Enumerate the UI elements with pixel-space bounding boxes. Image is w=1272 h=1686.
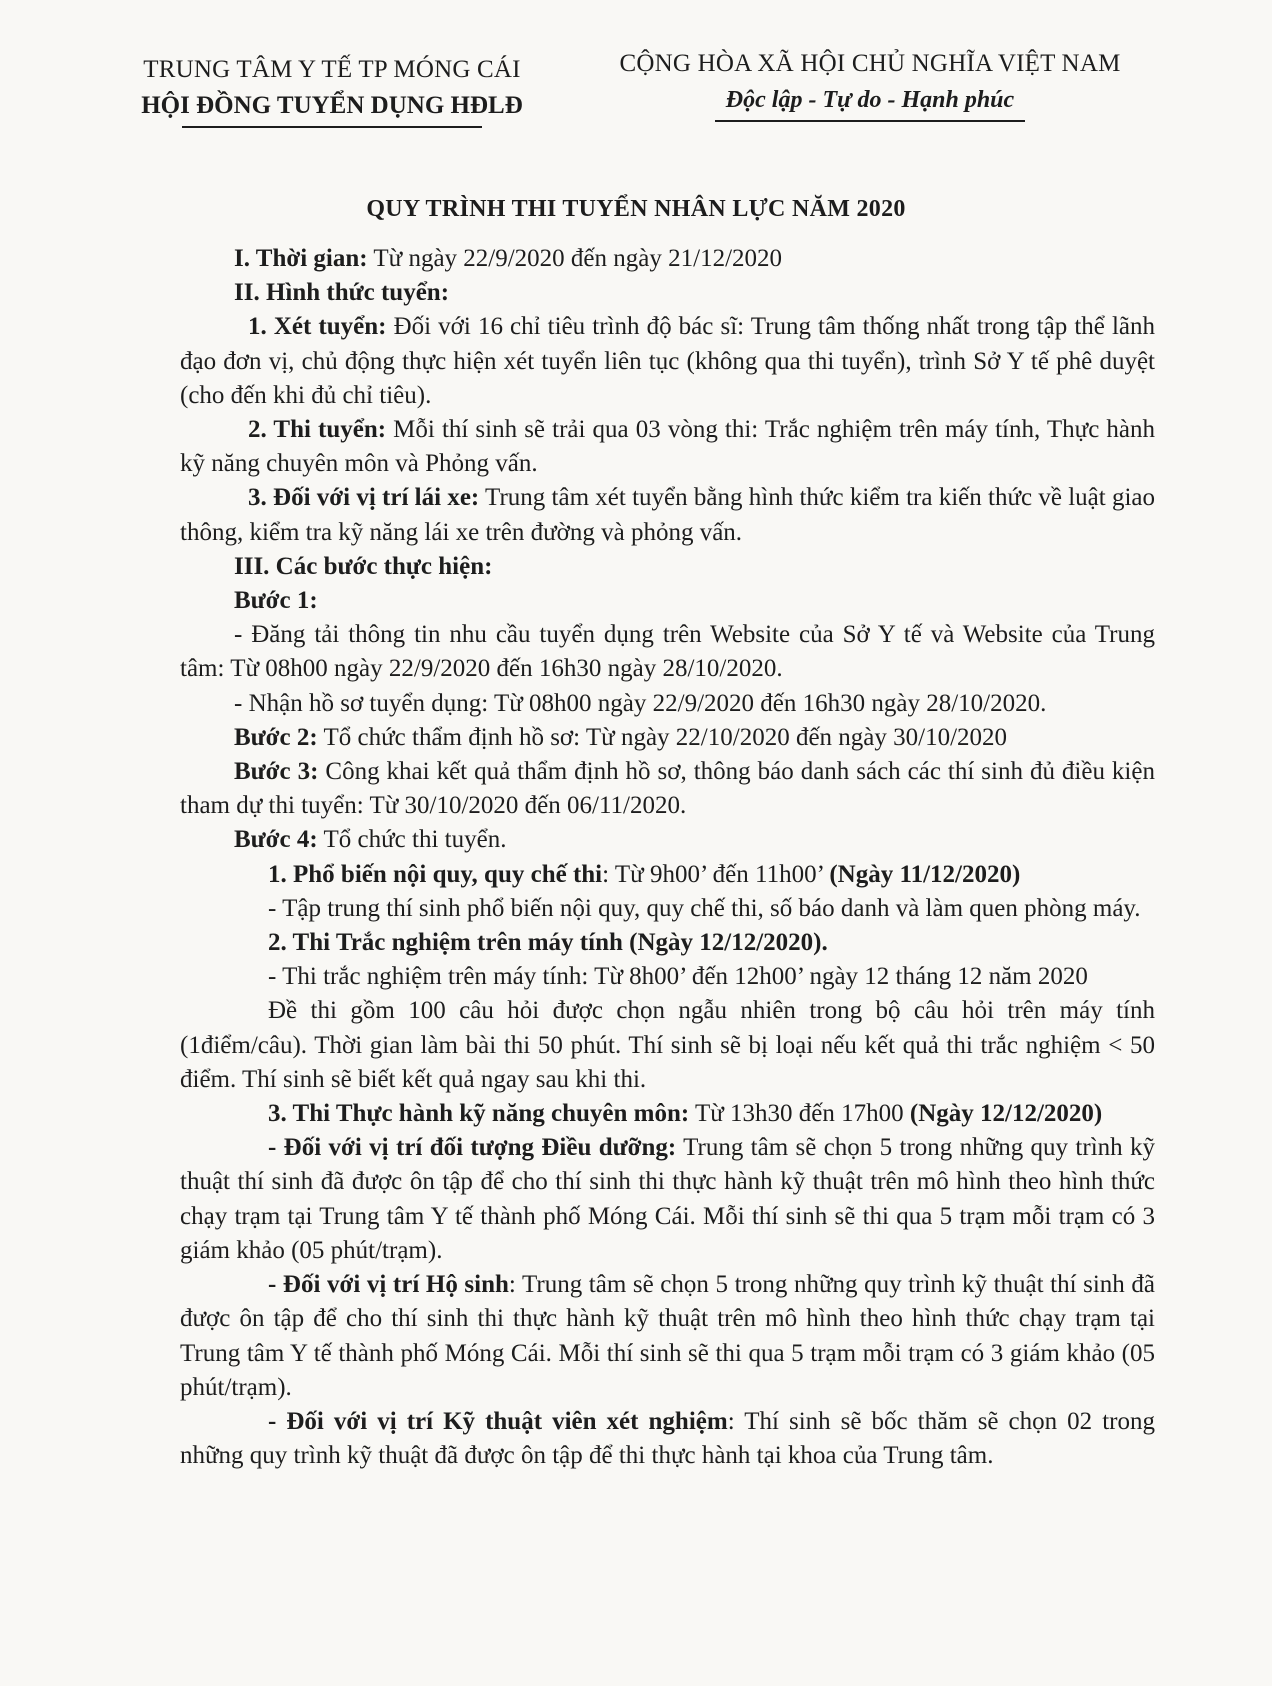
council-name: HỘI ĐỒNG TUYỂN DỤNG HĐLĐ (141, 92, 523, 119)
document-body (180, 242, 1155, 1473)
step-4-text: Tổ chức thi tuyển. (317, 826, 507, 854)
step-3 (180, 755, 1155, 823)
step-4-part-2-date: (Ngày 12/12/2020). (622, 929, 828, 957)
header-right (580, 46, 1160, 122)
lab-technician-position (180, 1405, 1155, 1473)
step-3-text: Công khai kết quả thẩm định hồ sơ, thông báo danh sách các thí sinh đủ điều kiện tham dự thi tuyển: Từ 30/10/2020 đến 06/11/2020. (180, 758, 1155, 820)
organization-name: TRUNG TÂM Y TẾ TP MÓNG CÁI (143, 56, 521, 83)
form-item-1-label: 1. Xét tuyển: (248, 313, 387, 341)
step-4-part-2 (180, 926, 1155, 960)
nurse-position-text: Trung tâm sẽ chọn 5 trong những quy trình kỹ thuật thí sinh đã được ôn tập để cho thí sinh thi thực hành kỹ thuật trên mô hình theo hình thức chạy trạm tại Trung tâm Y tế thành phố Móng Cái. Mỗi thí sinh sẽ thi qua 5 trạm mỗi trạm có 3 giám khảo (05 phút/trạm). (180, 1134, 1155, 1264)
midwife-position-label: - Đối với vị trí Hộ sinh (268, 1271, 509, 1299)
step-4-part-1-label: 1. Phổ biến nội quy, quy chế thi (268, 860, 603, 888)
form-item-1 (180, 310, 1155, 413)
step-4-label: Bước 4: (234, 826, 318, 854)
national-title: CỘNG HÒA XÃ HỘI CHỦ NGHĨA VIỆT NAM (619, 50, 1121, 77)
section-steps (180, 550, 1155, 584)
document-title: QUY TRÌNH THI TUYỂN NHÂN LỰC NĂM 2020 (366, 196, 906, 222)
step-4-part-1 (180, 858, 1155, 892)
form-item-2-label: 2. Thi tuyển: (248, 416, 387, 444)
step-1-label: Bước 1: (234, 587, 318, 615)
section-time (180, 242, 1155, 276)
national-motto: Độc lập - Tự do - Hạnh phúc (725, 87, 1015, 113)
step-4-part-1-text: : Từ 9h00’ đến 11h00’ (602, 860, 830, 888)
step-4-part-3-date: (Ngày 12/12/2020) (909, 1100, 1103, 1128)
step-2-label: Bước 2: (234, 723, 318, 751)
step-4-part-1-bullet: - Tập trung thí sinh phổ biến nội quy, quy chế thi, số báo danh và làm quen phòng máy. (268, 894, 1141, 922)
step-4-part-2-detail: Đề thi gồm 100 câu hỏi được chọn ngẫu nhiên trong bộ câu hỏi trên máy tính (1điểm/câu). Thời gian làm bài thi 50 phút. Thí sinh sẽ bị loại nếu kết quả thi trắc nghiệm < 50 điểm. Thí sinh sẽ biết kết quả ngay sau khi thi. (180, 997, 1155, 1093)
step-4 (180, 823, 1155, 857)
header-left-underline (182, 126, 482, 128)
step-1-bullet-2: - Nhận hồ sơ tuyển dụng: Từ 08h00 ngày 22/9/2020 đến 16h30 ngày 28/10/2020. (234, 689, 1047, 717)
header-left (112, 52, 552, 128)
lab-technician-position-text: : Thí sinh sẽ bốc thăm sẽ chọn 02 trong những quy trình kỹ thuật đã được ôn tập để thi thực hành tại khoa của Trung tâm. (180, 1407, 1155, 1470)
section-time-text: Từ ngày 22/9/2020 đến ngày 21/12/2020 (367, 245, 783, 272)
step-1 (180, 584, 1155, 618)
form-item-1-text: Đối với 16 chỉ tiêu trình độ bác sĩ: Trung tâm thống nhất trong tập thể lãnh đạo đơn vị, chủ động thực hiện xét tuyển liên tục (không qua thi tuyển), trình Sở Y tế phê duyệt (cho đến khi đủ chỉ tiêu). (180, 313, 1155, 409)
lab-technician-position-label: - Đối với vị trí Kỹ thuật viên xét nghiệm (268, 1407, 728, 1435)
step-1-bullet-1: - Đăng tải thông tin nhu cầu tuyển dụng trên Website của Sở Y tế và Website của Trung tâm: Từ 08h00 ngày 22/9/2020 đến 16h30 ngày 28/10/2020. (180, 621, 1155, 683)
form-item-2 (180, 413, 1155, 481)
step-3-label: Bước 3: (234, 758, 319, 786)
form-item-3-label: 3. Đối với vị trí lái xe: (248, 484, 480, 512)
header-right-underline (715, 120, 1025, 122)
section-steps-label: III. Các bước thực hiện: (234, 552, 493, 580)
step-4-part-1-date: (Ngày 11/12/2020) (829, 860, 1021, 888)
step-4-part-3-text: Từ 13h30 đến 17h00 (689, 1100, 910, 1128)
step-4-part-3 (180, 1097, 1155, 1131)
midwife-position-text: : Trung tâm sẽ chọn 5 trong những quy trình kỹ thuật thí sinh đã được ôn tập để cho thí sinh thi thực hành kỹ thuật trên mô hình theo hình thức chạy trạm tại Trung tâm Y tế thành phố Móng Cái. Mỗi thí sinh sẽ thi qua 5 trạm mỗi trạm có 3 giám khảo (05 phút/trạm). (180, 1271, 1155, 1401)
step-4-part-3-label: 3. Thi Thực hành kỹ năng chuyên môn: (268, 1100, 690, 1128)
step-4-part-2-bullet: - Thi trắc nghiệm trên máy tính: Từ 8h00’ đến 12h00’ ngày 12 tháng 12 năm 2020 (268, 963, 1088, 991)
form-item-2-text: Mỗi thí sinh sẽ trải qua 03 vòng thi: Trắc nghiệm trên máy tính, Thực hành kỹ năng chuyên môn và Phỏng vấn. (180, 416, 1155, 478)
form-item-3 (180, 481, 1155, 549)
section-form (180, 276, 1155, 310)
section-form-label: II. Hình thức tuyển: (234, 279, 450, 307)
step-2 (180, 721, 1155, 755)
step-4-part-2-label: 2. Thi Trắc nghiệm trên máy tính (268, 929, 623, 957)
midwife-position (180, 1268, 1155, 1405)
nurse-position (180, 1131, 1155, 1268)
step-2-text: Tổ chức thẩm định hồ sơ: Từ ngày 22/10/2020 đến ngày 30/10/2020 (317, 723, 1008, 751)
nurse-position-label: - Đối với vị trí đối tượng Điều dưỡng: (268, 1134, 677, 1162)
section-time-label: I. Thời gian: (234, 245, 368, 272)
form-item-3-text: Trung tâm xét tuyển bằng hình thức kiểm tra kiến thức về luật giao thông, kiểm tra kỹ năng lái xe trên đường và phỏng vấn. (180, 484, 1155, 546)
